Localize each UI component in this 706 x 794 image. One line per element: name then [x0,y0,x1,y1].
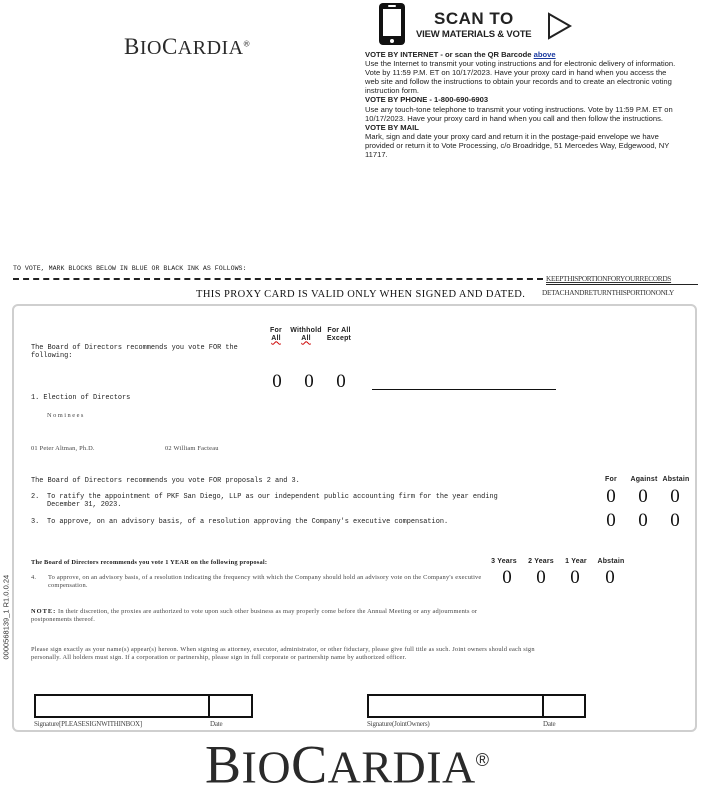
nominees-label: Nominees [47,412,85,419]
joint-signature-box[interactable] [367,694,544,718]
internet-body: Use the Internet to transmit your voting instructions and for electronic delivery of information. Vote by 11:59 P.M. ET on 10/17/2023. Have your proxy card in hand when you access the web site and follow the instructions to obtain your records and to create an electronic voting instruction form. [365,59,676,96]
item-4-number: 4. [31,574,37,581]
item-2-against-circle[interactable]: 0 [638,486,648,507]
scan-title: SCAN TO [434,9,514,28]
vote-for-all-circle[interactable]: 0 [272,371,282,392]
item-3-text: To approve, on an advisory basis, of a resolution approving the Company's executive compensation. [47,518,449,526]
freq-1-year-circle[interactable]: 0 [570,567,580,588]
signature-box[interactable] [34,694,210,718]
voting-instructions [365,50,677,159]
item-3-abstain-circle[interactable]: 0 [670,510,680,531]
col-abstain-freq: Abstain [597,558,625,565]
detach-return-label: DETACHANDRETURNTHISPORTIONONLY [542,288,674,297]
item-3-against-circle[interactable]: 0 [638,510,648,531]
freq-3-years-circle[interactable]: 0 [502,567,512,588]
proposal-4-recommendation: The Board of Directors recommends you vote 1 YEAR on the following proposal: [31,559,268,566]
nominee-02: 02 William Facteau [165,445,219,452]
joint-date-box[interactable] [542,694,586,718]
item-4-text: To approve, on an advisory basis, of a resolution indicating the frequency with which the Company should hold an advisory vote on the Company's executive compensation. [48,574,482,589]
vote-withhold-all-circle[interactable]: 0 [304,371,314,392]
proposals-2-3-recommendation: The Board of Directors recommends you vote FOR proposals 2 and 3. [31,477,300,485]
vote-mark-instructions: TO VOTE, MARK BLOCKS BELOW IN BLUE OR BLACK INK AS FOLLOWS: [13,265,247,272]
nominee-01: 01 Peter Altman, Ph.D. [31,445,95,452]
col-withhold-all: Withhold All [290,327,322,342]
side-code: 0000568139_1 R1.0.0.24 [1,574,11,660]
col-for-all-except: For All Except [326,327,352,342]
col-3-years: 3 Years [491,558,517,565]
signature-date-box[interactable] [208,694,253,718]
col-for: For [605,476,617,483]
joint-signature-label: Signature(JointOwners) [367,720,430,728]
col-2-years: 2 Years [528,558,554,565]
mail-body: Mark, sign and date your proxy card and return it in the postage-paid envelope we have provided or return it to Vote Processing, c/o Broadridge, 51 Mercedes Way, Edgewood, NY 11717. [365,131,670,160]
mail-heading: VOTE BY MAIL [365,122,419,132]
detach-dashed-line [13,278,543,280]
item-2-number: 2. [31,493,40,501]
signature-label: Signature[PLEASESIGNWITHINBOX] [34,720,142,728]
item-1-election: 1. Election of Directors [31,394,131,402]
col-for-all: For All [270,327,282,342]
sign-instructions: Please sign exactly as your name(s) appear(s) hereon. When signing as attorney, executor, administrator, or other fiduciary, please give full title as such. Joint owners should each sign personally. All holders must sign. If a corporation or partnership, please sign in full corporate or partnership name by authorized officer. [31,646,535,661]
signature-date-label: Date [210,720,223,728]
scan-subtitle: VIEW MATERIALS & VOTE [416,29,532,40]
internet-heading: VOTE BY INTERNET - or scan the QR Barcode [365,50,534,59]
col-abstain: Abstain [662,476,690,483]
valid-notice: THIS PROXY CARD IS VALID ONLY WHEN SIGNED AND DATED. [196,289,526,300]
item-3-number: 3. [31,518,40,526]
play-triangle-icon [547,12,573,40]
joint-date-label: Date [543,720,556,728]
col-against: Against [630,476,658,483]
qr-above-link[interactable]: above [533,50,556,59]
note-text: NOTE: In their discretion, the proxies are authorized to vote upon such other business as may properly come before the Annual Meeting or any adjournments or postponements thereof. [31,608,478,623]
smartphone-icon [379,3,405,45]
freq-2-years-circle[interactable]: 0 [536,567,546,588]
freq-abstain-circle[interactable]: 0 [605,567,615,588]
item-2-abstain-circle[interactable]: 0 [670,486,680,507]
except-write-in-line[interactable] [372,389,556,390]
biocardia-logo-top: BIOCARDIA® [124,34,251,59]
item-2-for-circle[interactable]: 0 [606,486,616,507]
directors-recommendation: The Board of Directors recommends you vote FOR the following: [31,344,238,360]
item-2-text: To ratify the appointment of PKF San Diego, LLP as our independent public accounting firm for the year ending December 31, 2023. [47,493,498,509]
keep-underline [546,284,698,285]
col-1-year: 1 Year [565,558,587,565]
item-3-for-circle[interactable]: 0 [606,510,616,531]
keep-portion-label: KEEPTHISPORTIONFORYOURRECORDS [546,274,672,283]
vote-for-all-except-circle[interactable]: 0 [336,371,346,392]
biocardia-logo-bottom: BIOCARDIA® [205,734,490,794]
phone-heading: VOTE BY PHONE - 1-800-690-6903 [365,95,489,105]
phone-body: Use any touch-tone telephone to transmit your voting instructions. Vote by 11:59 P.M. ET on 10/17/2023. Have your proxy card in hand when you call and then follow the instructions. [365,104,673,123]
